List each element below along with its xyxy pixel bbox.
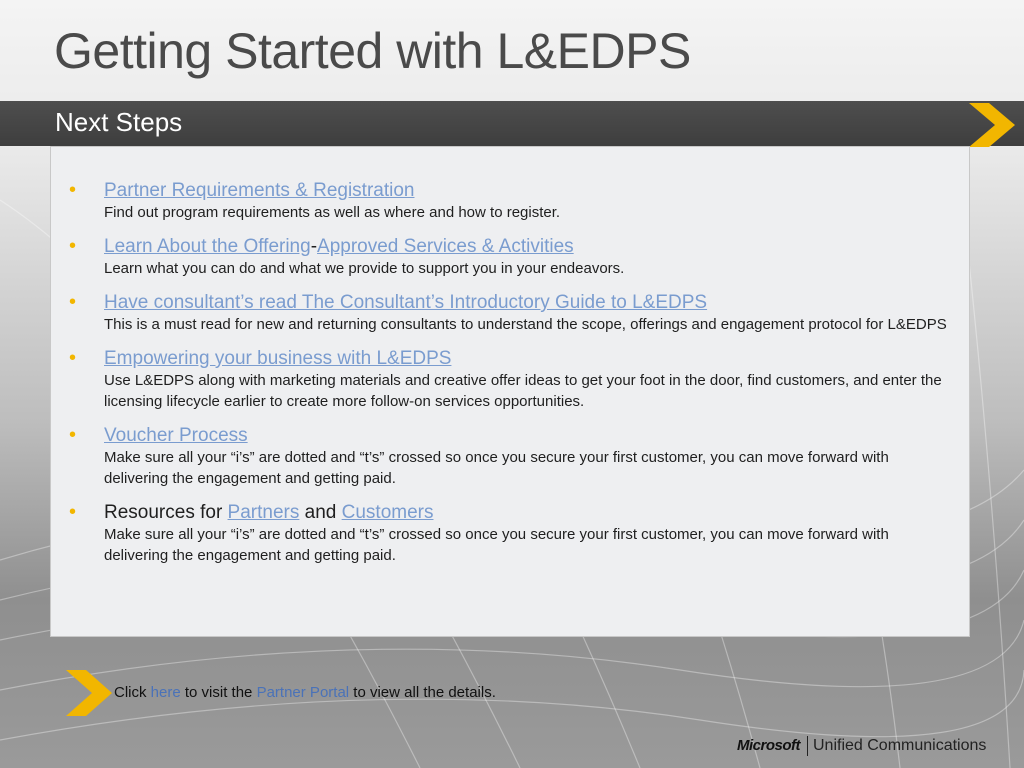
partner-portal-link[interactable]: Partner Portal	[256, 684, 350, 701]
step-description: Make sure all your “i’s” are dotted and “t’s” crossed so once you secure your first customer, you can move forward with delivering the engagement and getting paid.	[104, 526, 889, 564]
steps-list	[69, 180, 949, 579]
footer-note	[114, 684, 496, 701]
step-heading	[104, 292, 949, 314]
brand-divider	[807, 736, 808, 756]
bullet-icon: •	[69, 424, 77, 446]
bullet-icon: •	[69, 347, 77, 369]
step-description: Learn what you can do and what we provide to support you in your endeavors.	[104, 260, 625, 277]
step-heading	[104, 502, 949, 524]
brand-footer	[737, 736, 986, 756]
step-heading	[104, 180, 949, 202]
step-link[interactable]: Have consultant’s read The Consultant’s Introductory Guide to L&EDPS	[104, 292, 708, 313]
step-heading	[104, 236, 949, 258]
step-description: Make sure all your “i’s” are dotted and “t’s” crossed so once you secure your first customer, you can move forward with delivering the engagement and getting paid.	[104, 449, 889, 487]
list-item	[69, 236, 949, 279]
step-heading	[104, 425, 949, 447]
footer-text-mid: to visit the	[180, 684, 257, 701]
slide-subtitle: Next Steps	[55, 107, 183, 137]
step-link[interactable]: Partners	[227, 502, 300, 523]
chevron-right-icon	[66, 670, 116, 716]
list-item	[69, 348, 949, 412]
microsoft-logo: Microsoft	[737, 737, 800, 755]
list-item	[69, 502, 949, 566]
step-link[interactable]: Voucher Process	[104, 425, 248, 446]
product-name: Unified Communications	[813, 737, 987, 755]
step-heading	[104, 348, 949, 370]
slide-title: Getting Started with L&EDPS	[54, 23, 691, 79]
step-description: Use L&EDPS along with marketing materials and creative offer ideas to get your foot in the door, find customers, and enter the licensing lifecycle earlier to create more follow-on services opportunities.	[104, 372, 942, 410]
step-description: This is a must read for new and returning consultants to understand the scope, offerings and engagement protocol for L&EDPS	[104, 316, 947, 333]
list-item	[69, 180, 949, 223]
footer-text-click: Click	[114, 684, 151, 701]
bullet-icon: •	[69, 179, 77, 201]
list-item	[69, 425, 949, 489]
step-link[interactable]: Partner Requirements & Registration	[104, 180, 415, 201]
bullet-icon: •	[69, 501, 77, 523]
content-panel	[50, 146, 970, 637]
step-link[interactable]: Customers	[341, 502, 434, 523]
here-link[interactable]: here	[150, 684, 181, 701]
link-separator: and	[299, 502, 342, 523]
step-link[interactable]: Empowering your business with L&EDPS	[104, 348, 452, 369]
link-separator: -	[310, 236, 318, 257]
bullet-icon: •	[69, 235, 77, 257]
footer-text-end: to view all the details.	[349, 684, 496, 701]
list-item	[69, 292, 949, 335]
step-link[interactable]: Approved Services & Activities	[317, 236, 574, 257]
step-description: Find out program requirements as well as where and how to register.	[104, 204, 561, 221]
subtitle-bar	[0, 101, 1024, 146]
step-heading-text: Resources for	[104, 502, 228, 523]
chevron-right-icon	[969, 103, 1019, 147]
bullet-icon: •	[69, 291, 77, 313]
step-link[interactable]: Learn About the Offering	[104, 236, 311, 257]
